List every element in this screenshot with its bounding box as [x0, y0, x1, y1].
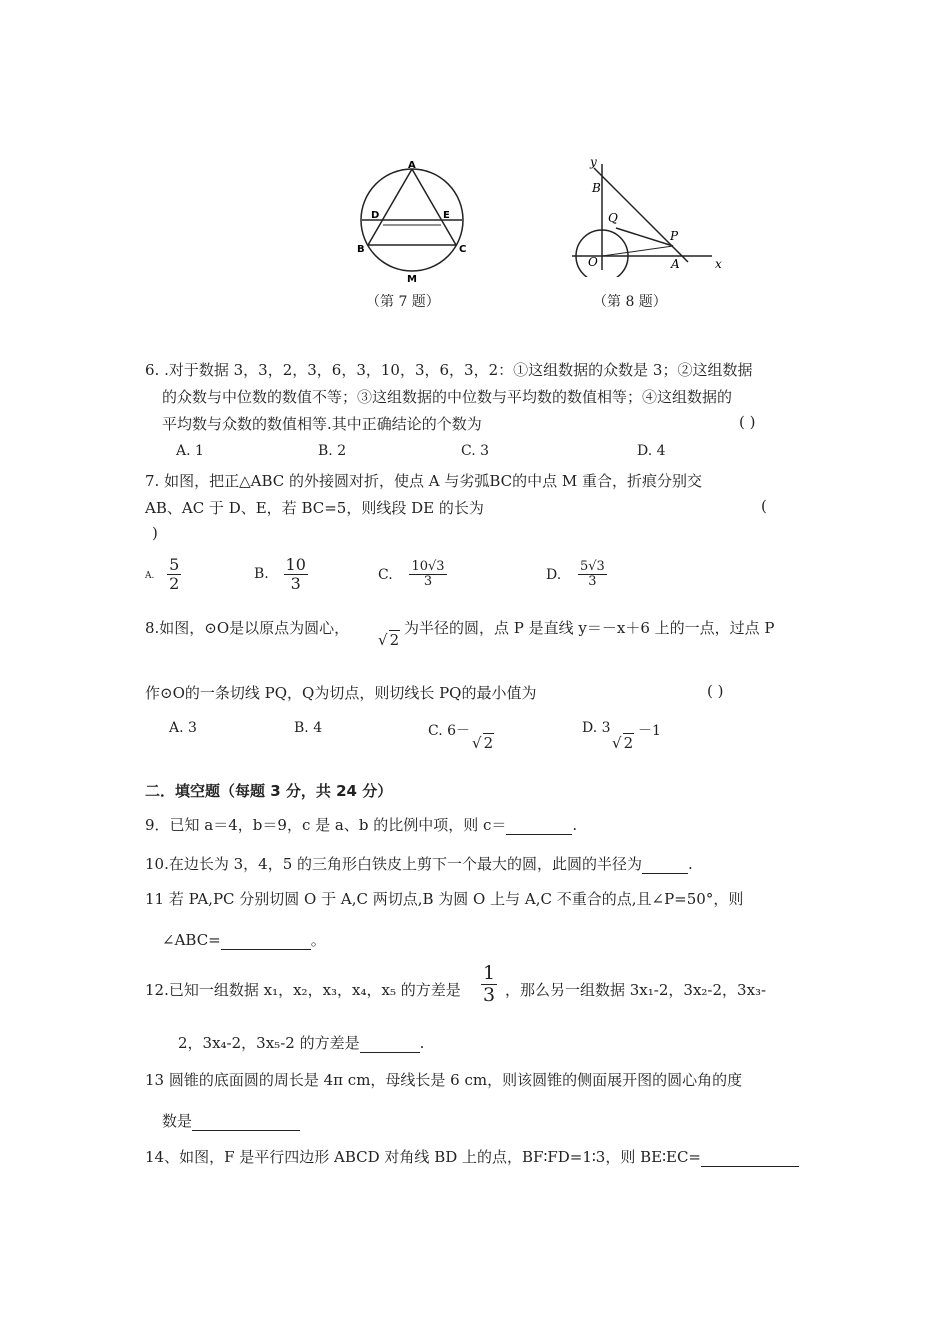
fig7-label-b: B — [357, 244, 365, 255]
q8-line-1b: 为半径的圆，点 P 是直线 y＝－x＋6 上的一点，过点 P — [404, 619, 775, 637]
q7-option-b-den: 3 — [290, 573, 301, 593]
q12-line-2-text: 2，3x₄-2，3x₅-2 的方差是 — [178, 1034, 360, 1052]
q8-option-d-pre: D. 3 — [582, 720, 611, 736]
q7-option-b-num: 10 — [285, 555, 306, 574]
q14-answer-blank[interactable] — [701, 1148, 799, 1167]
figure-8-diagram — [570, 152, 730, 277]
fig7-triangle — [368, 169, 456, 245]
q12-frac-den: 3 — [483, 983, 496, 1006]
q7-option-d-label: D. — [546, 566, 562, 583]
q7-option-c-den: 3 — [423, 574, 433, 590]
q13-answer-blank[interactable] — [192, 1112, 300, 1131]
fig8-label-x: x — [715, 257, 722, 271]
q8-option-c-text: C. 6－ — [428, 723, 471, 739]
q10-end: . — [688, 855, 693, 873]
q7-option-a-fraction — [167, 556, 181, 592]
q7-option-a-den: 2 — [169, 573, 180, 593]
q6-answer-paren: ( ) — [739, 413, 756, 431]
q7-option-c-num: 10√3 — [411, 559, 445, 574]
q7-option-d-num: 5√3 — [579, 559, 605, 574]
q7-option-d-den: 3 — [588, 574, 597, 590]
q6-line-1: 6. .对于数据 3，3，2，3，6，3，10，3，6，3，2：①这组数据的众数是 3；②这组数据 — [145, 361, 753, 379]
q8-option-b: B. 4 — [294, 720, 323, 736]
fig7-label-a: A — [408, 160, 416, 171]
q7-option-d-fraction — [578, 560, 607, 590]
fig8-segment-op — [602, 246, 673, 256]
q12-line-1b: ，那么另一组数据 3x₁-2，3x₂-2，3x₃- — [505, 981, 767, 999]
q6-option-c: C. 3 — [461, 443, 490, 459]
fig7-label-e: E — [443, 210, 450, 221]
q9-text: 9．已知 a＝4，b＝9，c 是 a、b 的比例中项，则 c＝ — [145, 816, 507, 834]
fig8-label-q: Q — [608, 211, 618, 225]
q8-sqrt-2: √ 2 — [378, 631, 400, 649]
q8-option-c-sqrt-value: 2 — [483, 734, 494, 752]
figure-7-diagram — [355, 158, 475, 286]
fig7-label-m: M — [407, 274, 417, 285]
q12-fraction — [481, 963, 497, 1006]
q7-option-b — [254, 556, 308, 592]
q7-line-2: AB、AC 于 D、E，若 BC=5，则线段 DE 的长为 — [145, 499, 484, 517]
q7-option-a-num: 5 — [169, 555, 180, 574]
q11-line-1: 11 若 PA,PC 分别切圆 O 于 A,C 两切点,B 为圆 O 上与 A,C 不重合的点,且∠P=50°，则 — [145, 890, 744, 908]
q8-option-d-post: －1 — [638, 723, 661, 739]
q11-angle-text: ∠ABC= — [162, 931, 221, 949]
q14-line — [145, 1146, 799, 1167]
q6-option-a: A. 1 — [176, 443, 204, 459]
fig7-label-d: D — [371, 210, 380, 221]
q12-end: . — [419, 1034, 425, 1052]
q8-sqrt-2-value: 2 — [389, 631, 400, 649]
q12-answer-blank[interactable] — [360, 1034, 420, 1053]
figure-8-caption: （第 8 题） — [593, 294, 667, 310]
q7-option-b-fraction — [284, 556, 308, 592]
q9-end: . — [572, 816, 578, 834]
q6-option-b: B. 2 — [318, 443, 347, 459]
q6-line-2: 的众数与中位数的数值不等；③这组数据的中位数与平均数的数值相等；④这组数据的 — [162, 388, 733, 406]
q7-option-d — [546, 560, 607, 590]
q6-option-d: D. 4 — [637, 443, 666, 459]
q8-option-d-sqrt-value: 2 — [623, 734, 634, 752]
q12-line-2 — [178, 1032, 424, 1053]
q7-option-a — [145, 556, 181, 592]
q11-answer-blank[interactable] — [221, 931, 311, 950]
fig7-label-c: C — [459, 244, 467, 255]
q13-line-2 — [162, 1110, 300, 1131]
q11-line-2 — [162, 929, 326, 950]
q11-end: 。 — [310, 931, 326, 949]
figure-7-caption: （第 7 题） — [366, 294, 440, 310]
fig8-label-y: y — [590, 155, 597, 169]
fig8-label-p: P — [670, 229, 679, 243]
q8-option-d-sqrt: √ 2 — [612, 734, 634, 752]
fig8-label-a: A — [671, 257, 680, 271]
q7-option-c-fraction — [409, 560, 446, 590]
q6-line-3: 平均数与众数的数值相等.其中正确结论的个数为 — [162, 415, 482, 433]
q9-line — [145, 814, 577, 835]
fig8-label-b: B — [592, 181, 601, 195]
q7-paren-close: ) — [152, 524, 158, 542]
q8-option-c-sqrt: √ 2 — [472, 734, 494, 752]
q8-line-2: 作⊙O的一条切线 PQ，Q为切点，则切线长 PQ的最小值为 — [145, 684, 537, 702]
q8-option-c — [428, 720, 470, 740]
q8-option-a: A. 3 — [169, 720, 197, 736]
section-2-title: 二．填空题（每题 3 分，共 24 分） — [145, 782, 393, 800]
q7-line-1: 7. 如图，把正△ABC 的外接圆对折，使点 A 与劣弧BC的中点 M 重合，折痕分别交 — [145, 472, 703, 490]
q10-text: 10.在边长为 3，4，5 的三角形白铁皮上剪下一个最大的圆，此圆的半径为 — [145, 855, 643, 873]
q13-line-2-text: 数是 — [162, 1112, 193, 1130]
q10-line — [145, 853, 693, 874]
q8-line-1a: 8.如图，⊙O是以原点为圆心， — [145, 619, 350, 637]
q7-paren-open: ( — [761, 497, 767, 515]
q14-text: 14、如图，F 是平行四边形 ABCD 对角线 BD 上的点，BF∶FD=1∶3，则 BE∶EC= — [145, 1148, 701, 1166]
fig8-label-o: O — [588, 255, 598, 269]
q10-answer-blank[interactable] — [642, 855, 688, 874]
q8-answer-paren: ( ) — [707, 682, 724, 700]
q9-answer-blank[interactable] — [506, 816, 572, 835]
q7-option-c — [378, 560, 447, 590]
q12-line-1a: 12.已知一组数据 x₁，x₂，x₃，x₄，x₅ 的方差是 — [145, 981, 461, 999]
q13-line-1: 13 圆锥的底面圆的周长是 4π cm，母线长是 6 cm，则该圆锥的侧面展开图的圆心角的度 — [145, 1071, 743, 1089]
q7-option-a-label: A. — [145, 571, 155, 582]
q12-frac-num: 1 — [483, 962, 496, 984]
q7-option-c-label: C. — [378, 566, 393, 583]
q7-option-b-label: B. — [254, 566, 269, 583]
